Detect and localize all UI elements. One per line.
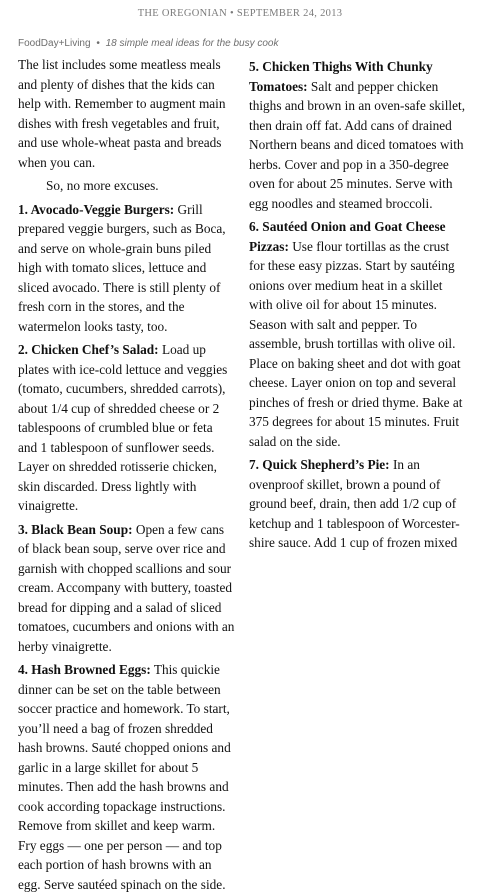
recipe-title: 6. Sautéed Onion and Goat Cheese Pizzas:: [249, 219, 446, 254]
recipe-text: In an ovenproof skillet, brown a pound of ground beef, drain, then add 1/2 cup of ketchup and 1 tablespoon of Worcester-shire sauce. Add 1 cup of frozen mixed: [249, 457, 460, 550]
recipe-title: 5. Chicken Thighs With Chunky Tomatoes:: [249, 59, 433, 94]
recipe-item: [18, 520, 235, 657]
breadcrumb: [18, 38, 470, 49]
intro-paragraph: The list includes some meatless meals and plenty of dishes that the kids can help with. Remember to augment main dishes with fresh vegetables and fruit, and use whole-wheat pasta and breads when you can.: [18, 57, 226, 170]
recipe-title: 1. Avocado-Veggie Burgers:: [18, 201, 175, 217]
recipe-text: This quickie dinner can be set on the table between soccer practice and homework. To start, you’ll need a bag of frozen shredded hash browns. Sauté chopped onions and garlic in a large skillet for about 5 minutes. Then add the hash browns and cook according topackage instructions. Remove from skillet and keep warm. Fry eggs — one per person — and top each portion of hash browns with an egg. Serve sautéed spinach on the side.: [18, 662, 231, 892]
story-title: 18 simple meal ideas for the busy cook: [105, 38, 279, 49]
recipe-text: Salt and pepper chicken thighs and brown in an oven-safe skillet, then drain off fat. Add cans of drained Northern beans and diced tomatoes with herbs. Cover and pop in a 350-degree oven for about 25 minutes. Serve with egg noodles and steamed broccoli.: [249, 78, 466, 211]
recipe-text: Open a few cans of black bean soup, serve over rice and garnish with chopped scallions and sour cream. Accompany with buttery, toasted bread for dipping and a salad of sliced tomatoes, cucumbers and onions with an herby vinaigrette.: [18, 521, 235, 654]
intro-paragraph-2: So, no more excuses.: [46, 178, 159, 193]
recipe-text: Load up plates with ice-cold lettuce and veggies (tomato, cucumbers, shredded carrots), about 1/4 cup of shredded cheese or 2 tablespoons of crumbled blue or feta and 1 tablespoon of sunflower seeds. Layer on shredded rotisserie chicken, skin discarded. Dress lightly with vinaigrette.: [18, 342, 228, 513]
article-body: [18, 55, 466, 892]
recipe-title: 4. Hash Browned Eggs:: [18, 662, 151, 677]
recipe-item: [18, 660, 235, 894]
column-right: [249, 55, 466, 635]
recipe-text: Use flour tortillas as the crust for these easy pizzas. Start by sautéing onions over medium heat in a skillet with olive oil for about 15 minutes. Season with salt and pepper. To assemble, brush tortillas with olive oil. Place on baking sheet and dot with goat cheese. Layer onion on top and several pinches of fresh or dried thyme. Bake at 375 degrees for about 15 minutes. Fruit salad on the side.: [249, 238, 463, 449]
recipe-title: 7. Quick Shepherd’s Pie:: [249, 457, 390, 472]
masthead: THE OREGONIAN • SEPTEMBER 24, 2013: [137, 8, 343, 19]
breadcrumb-separator: •: [96, 38, 100, 49]
recipe-item: [249, 455, 466, 553]
section-link[interactable]: FoodDay+Living: [18, 38, 91, 49]
recipe-text: Grill prepared veggie burgers, such as Boca, and serve on whole-grain buns piled high with tomato slices, lettuce and sliced avocado. There is still plenty of fresh corn in the stores, and the watermelon looks tasty, too.: [18, 201, 226, 334]
recipe-item: [18, 340, 235, 516]
recipe-item: [249, 57, 466, 213]
recipe-title: 2. Chicken Chef’s Salad:: [18, 342, 159, 357]
recipe-item: [18, 200, 235, 337]
recipe-title: 3. Black Bean Soup:: [18, 521, 133, 537]
column-left: [18, 55, 235, 892]
recipe-item: [249, 217, 466, 451]
